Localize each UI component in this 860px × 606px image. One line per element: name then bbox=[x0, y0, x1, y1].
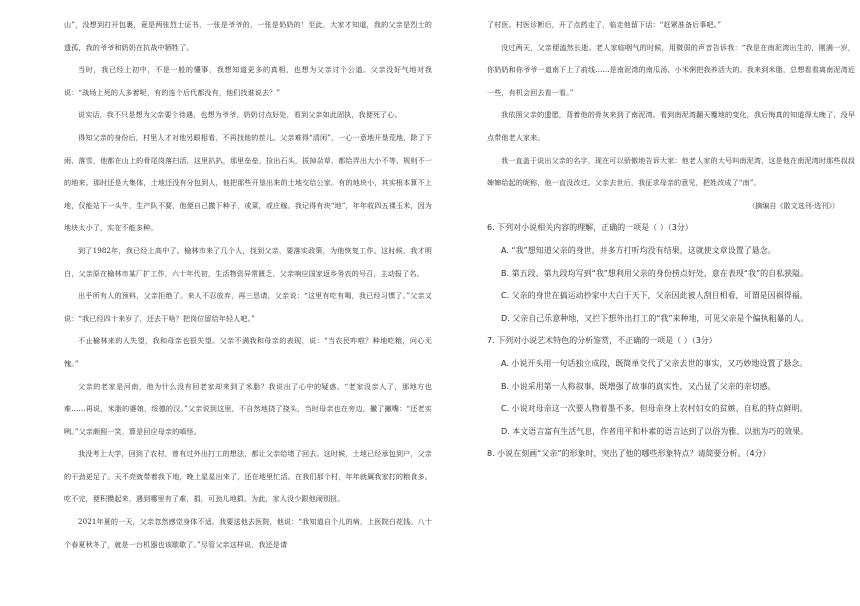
answer-option: A. 小说开头用一句话独立成段，既简单交代了父亲去世的事实，又巧妙地设置了悬念。 bbox=[501, 358, 808, 368]
answer-option: C. 小说对母亲这一次要人物着墨不多，但母亲身上农村妇女的贫嫉、自私的特点鲜明。 bbox=[501, 404, 808, 414]
answer-option: B. 第五段、第九段均写到“我”想利用父亲的身份捞点好处，意在表现“我”的自私狭隘。 bbox=[501, 268, 809, 278]
story-paragraph: 我一直盖于说出父亲的名字，现在可以骄傲地告诉大家：他老人家的大号叫南泥湾，这是他在南泥湾时那些叔叔婶婶给起的昵称，他一直没改过。父亲去世后，我征求母亲的意见，把姓改成了“南”。 bbox=[487, 155, 855, 188]
story-paragraph: 不止榆林来的人失望，我和母亲也很失望。父亲不满我和母亲的表现，说：“当农民咋啦？种地吃粮，问心无愧。” bbox=[64, 336, 432, 368]
answer-option: A. “我”想知道父亲的身世，并多方打听均没有结果，这就使文章设置了悬念。 bbox=[501, 245, 776, 255]
answer-option: D. 父亲自己乐意种地，又拦下想外出打工的“我”来种地，可见父亲是个偏执粗暴的人。 bbox=[501, 313, 809, 323]
story-paragraph: 得知父亲的身份后，村里人才对他另眼相看，不再找他的茬儿。父亲难得“清闲”，一心一意地开垦荒地，除了下雨、落雪，他都在山上的骨尾岗落扫活，这里扒扒，那里垒垒，捡出石头，拔掉杂草，都给弄出大小不等、规则不一的地来。那时还是大集体，土地还没有分包到人，他把那些开垦出来的土地交给公家。有的地块小，其实根本算不上地，仅能站下一头牛，生产队不要，他便自己撒下种子，或菜，或庄稼。我记得有块“地”，年年收四五裸玉米，因为地块太小了，实在不能多种。 bbox=[64, 132, 432, 233]
source-citation: （摘编自《散文选刊·选刊》） bbox=[748, 200, 839, 210]
answer-option: D. 本文语言富有生活气息，作者用平和朴素的语言达到了以俗为雅、以拙为巧的效果。 bbox=[501, 426, 809, 436]
story-paragraph: 父亲的老家是河南，他为什么没有回老家却来到了米脂？我说出了心中的疑惑。“老家没亲人了，那地方也难……再说，米脂的婆娘，绥德的汉。”父亲说到这里，不自然地挠了挠头，当时母亲也在旁边，撇了撇嘴：“还老实咧。”父亲颇照一笑，算是回应母亲的嗔怪。 bbox=[64, 381, 432, 436]
answer-option: B. 小说采用第一人称叙事，既增强了故事的真实性，又凸显了父亲的亲切感。 bbox=[501, 381, 776, 391]
left-column bbox=[64, 14, 432, 556]
story-paragraph: 到了1982年，我已经上高中了。榆林市来了几个人，找到父亲，要落实政策，为他恢复工作。这时候，我才明白，父亲原在榆林市某厂扩工作，六十年代初，生活物资异常匮乏，父亲响应国家返乡务农的号召，主动报了名。 bbox=[64, 245, 432, 278]
question-stem: 6. 下列对小说相关内容的理解，正确的一项是（ ）（3分） bbox=[487, 223, 693, 233]
story-paragraph: 我没考上大学，回到了农村，曾有过外出打工的想法，都让父亲给堵了回去。这时候，土地已经承包到户，父亲的干劲更足了。天不亮就带着我下地，晚上星星出来了，还在地里忙活。在我们那个村，年年就属我家打的粮食多。吃不完，便积攒起来，遇到哪里有了难，捐，可劲儿地捐。为此，家人没少跟他闹别扭。 bbox=[64, 449, 432, 504]
story-paragraph: 了村医。村医诊断后，开了点药走了，临走他留下话：“赶紧准备后事吧。” bbox=[487, 20, 722, 29]
story-paragraph: 没过两天，父亲便溘然长逝。老人家临咽气的时候，用微弱的声音告诉我：“我是在南泥湾出生的，刚满一岁，你奶奶和你爷爷一道南下上了前线……是南泥湾的南瓜汤、小米粥把我养活大的。我来到米脂，总想看看离南泥湾近一些，有机会回去看一看。” bbox=[487, 42, 855, 97]
right-column bbox=[487, 14, 855, 466]
answer-option: C. 父亲的身世在搞运动抄家中大白于天下，父亲因此被人刮目相看，可谓是因祸得福。 bbox=[501, 291, 808, 301]
story-paragraph: 出乎所有人的预料，父亲拒绝了。来人不忍放弃，再三恳请，父亲说：“这里有吃有喝，我已经习惯了。”父亲又说：“我已经四十来岁了，还去干啥？把岗位留给年轻人吧。” bbox=[64, 291, 432, 323]
question-stem: 8. 小说在刻画“父亲”的形象时，突出了他的哪些形象特点？请简要分析。（4分） bbox=[487, 449, 771, 459]
story-paragraph: 我依照父亲的遗愿，背着他的骨灰来到了南泥湾。看到南泥湾翻天覆地的变化，我后悔真的知道得太晚了，没早点带他老人家来。 bbox=[487, 110, 855, 142]
story-paragraph: 当时，我已经上初中，不是一般的懂事，我想知道更多的真相，也想为父亲讨个公道。父亲没好气地对我说：“战场上死的人多着呢，有的连个后代都没有，他们找谁说去？” bbox=[64, 65, 432, 97]
question-stem: 7. 下列对小说艺术特色的分析鉴赏，不正确的一项是（ ）（3分） bbox=[487, 336, 717, 346]
story-paragraph: 山”，没想到打开包裹，竟是两张烈士证书，一张是爷爷的，一张是奶奶的！至此，大家才知道，我的父亲是烈士的遗孤，我的爷爷和奶奶在抗战中牺牲了。 bbox=[64, 20, 432, 52]
story-paragraph: 说实话，我不只是想为父亲要个待遇，也想为爷爷、奶奶讨点好处，看到父亲如此固执，我便死了心。 bbox=[78, 110, 402, 120]
story-paragraph: 2021年夏的一天，父亲忽然感觉身体不适。我要送他去医院，他说：“我知道自个儿的病，上医院白花钱。八十个春夏秋冬了，就是一台机器也该歇歇了。”尽管父亲这样说，我还是请 bbox=[64, 517, 432, 549]
